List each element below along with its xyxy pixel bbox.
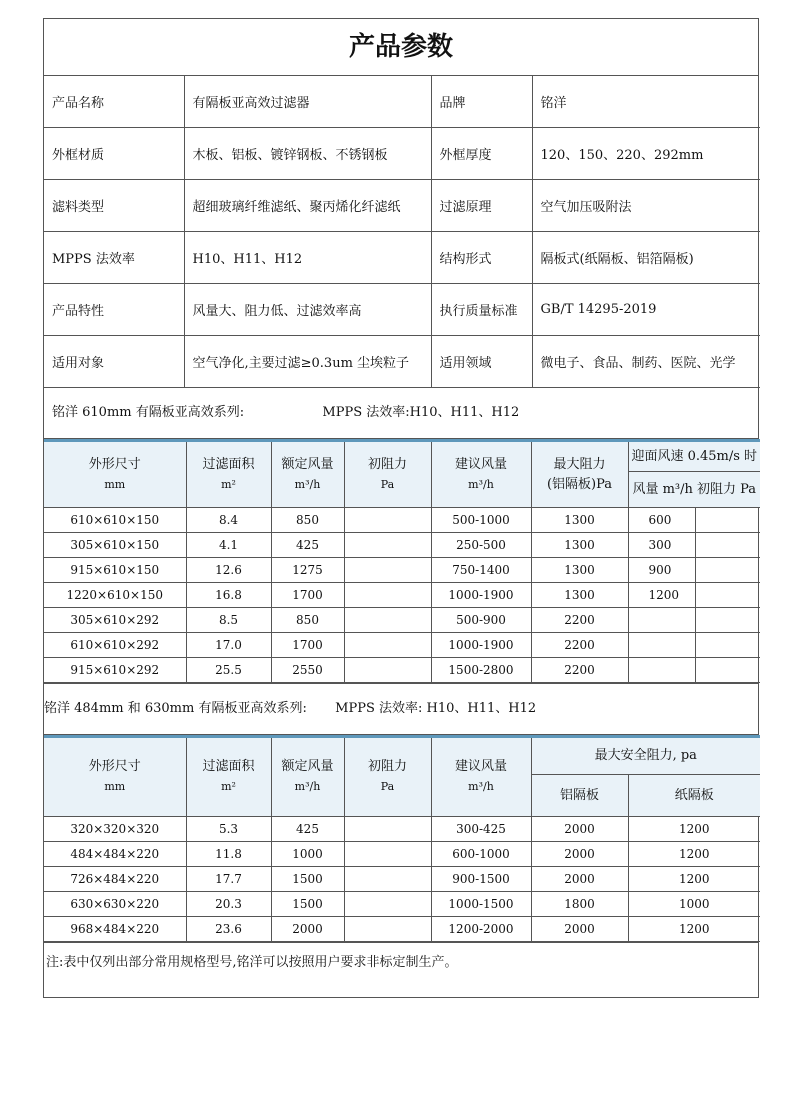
series1-efficiency: MPPS 法效率:H10、H11、H12 [322,405,520,420]
param-row [44,336,760,388]
table-cell: 610×610×292 [44,633,186,658]
param-label: 结构形式 [431,232,532,284]
table-cell: 1500 [271,867,344,892]
table-cell: 20.3 [186,892,271,917]
table-cell [695,633,760,658]
table-cell: 1000 [628,892,760,917]
col2-paper-separator: 纸隔板 [628,775,760,817]
table-cell [344,892,431,917]
table-row [44,867,760,892]
table-cell [344,558,431,583]
table-row [44,508,760,533]
param-row [44,232,760,284]
table-cell: 1300 [531,558,628,583]
table-cell: 1200 [628,917,760,942]
table-cell: 300 [628,533,695,558]
table-cell [344,633,431,658]
table-cell: 630×630×220 [44,892,186,917]
table-row [44,558,760,583]
table-cell: 1000-1900 [431,583,531,608]
table-cell: 500-900 [431,608,531,633]
table-cell: 2000 [531,917,628,942]
param-value: 隔板式(纸隔板、铝箔隔板) [532,232,760,284]
table-row [44,842,760,867]
table-cell: 1220×610×150 [44,583,186,608]
table-cell: 11.8 [186,842,271,867]
table-row [44,633,760,658]
table-cell: 5.3 [186,817,271,842]
param-row [44,76,760,128]
table-cell: 1300 [531,508,628,533]
param-label: 产品名称 [44,76,184,128]
table-cell: 1700 [271,583,344,608]
param-row [44,180,760,232]
table-cell: 2200 [531,658,628,683]
footnote: 注:表中仅列出部分常用规格型号,铭洋可以按照用户要求非标定制生产。 [44,942,758,983]
param-value: GB/T 14295-2019 [532,284,760,336]
table-cell: 1800 [531,892,628,917]
table-cell: 2000 [531,867,628,892]
table-cell: 1200 [628,867,760,892]
table-cell: 305×610×292 [44,608,186,633]
table-row [44,917,760,942]
table-row [44,608,760,633]
table-cell: 1200 [628,842,760,867]
page-title: 产品参数 [44,19,758,76]
series1-caption [44,388,758,439]
table-cell [344,658,431,683]
param-label: 适用领域 [431,336,532,388]
table-cell: 1300 [531,533,628,558]
table-cell [344,842,431,867]
table-cell: 2000 [531,842,628,867]
col2-area: 过滤面积 m² [186,737,271,817]
table-cell: 1700 [271,633,344,658]
table-cell: 850 [271,508,344,533]
series2-efficiency: MPPS 法效率: H10、H11、H12 [335,701,537,716]
series1-table [44,439,760,683]
table-cell [695,508,760,533]
table-row [44,817,760,842]
param-label: 执行质量标准 [431,284,532,336]
table-cell: 25.5 [186,658,271,683]
table-cell: 300-425 [431,817,531,842]
series2-title: 铭洋 484mm 和 630mm 有隔板亚高效系列: [44,701,307,716]
table-cell: 750-1400 [431,558,531,583]
param-value: 120、150、220、292mm [532,128,760,180]
table-cell: 1275 [271,558,344,583]
series1-title: 铭洋 610mm 有隔板亚高效系列: [52,405,245,420]
table-row [44,583,760,608]
col-area: 过滤面积 m² [186,441,271,508]
table-cell: 1000 [271,842,344,867]
param-label: 外框材质 [44,128,184,180]
param-value: 有隔板亚高效过滤器 [184,76,431,128]
series2-caption [44,683,758,735]
table-cell: 320×320×320 [44,817,186,842]
param-value: 空气加压吸附法 [532,180,760,232]
table-cell: 1200 [628,583,695,608]
param-value: 铭洋 [532,76,760,128]
table-cell [344,867,431,892]
table-cell: 900 [628,558,695,583]
table-cell: 1200 [628,817,760,842]
table-cell: 250-500 [431,533,531,558]
col2-rated-flow: 额定风量 m³/h [271,737,344,817]
table-cell [695,558,760,583]
table-cell [344,508,431,533]
param-value: H10、H11、H12 [184,232,431,284]
param-value: 超细玻璃纤维滤纸、聚丙烯化纤滤纸 [184,180,431,232]
table-row [44,658,760,683]
col-max-resistance: 最大阻力 (铝隔板)Pa [531,441,628,508]
col2-size: 外形尺寸 mm [44,737,186,817]
param-label: MPPS 法效率 [44,232,184,284]
table-cell: 1500-2800 [431,658,531,683]
table-cell: 610×610×150 [44,508,186,533]
param-label: 外框厚度 [431,128,532,180]
table-cell [344,583,431,608]
table-cell: 2550 [271,658,344,683]
col-size: 外形尺寸 mm [44,441,186,508]
product-parameter-sheet [43,18,759,998]
table-cell: 600 [628,508,695,533]
table-cell: 968×484×220 [44,917,186,942]
table-cell: 23.6 [186,917,271,942]
param-value: 微电子、食品、制药、医院、光学 [532,336,760,388]
table-cell [695,658,760,683]
table-cell [695,533,760,558]
table-cell: 500-1000 [431,508,531,533]
table-cell: 425 [271,533,344,558]
table-cell [695,608,760,633]
table-cell [628,608,695,633]
table-cell: 2200 [531,608,628,633]
table-cell: 850 [271,608,344,633]
table-cell: 2200 [531,633,628,658]
table-cell [344,608,431,633]
table-cell: 2000 [271,917,344,942]
param-label: 适用对象 [44,336,184,388]
table-cell: 484×484×220 [44,842,186,867]
table-row [44,892,760,917]
table-cell: 17.7 [186,867,271,892]
table-cell [628,658,695,683]
table-cell: 1300 [531,583,628,608]
series2-table [44,735,760,942]
table-cell: 305×610×150 [44,533,186,558]
param-value: 风量大、阻力低、过滤效率高 [184,284,431,336]
col2-suggested-flow: 建议风量 m³/h [431,737,531,817]
table-cell: 600-1000 [431,842,531,867]
table-cell: 900-1500 [431,867,531,892]
product-params-table [44,76,760,388]
param-label: 过滤原理 [431,180,532,232]
table-cell: 16.8 [186,583,271,608]
table-cell: 2000 [531,817,628,842]
table-cell: 1200-2000 [431,917,531,942]
table-row [44,533,760,558]
table-cell [344,917,431,942]
table-cell: 1000-1900 [431,633,531,658]
param-row [44,284,760,336]
table-cell [344,533,431,558]
param-label: 产品特性 [44,284,184,336]
col-rated-flow: 额定风量 m³/h [271,441,344,508]
param-label: 品牌 [431,76,532,128]
table-cell: 425 [271,817,344,842]
table-cell: 915×610×292 [44,658,186,683]
table-cell: 8.5 [186,608,271,633]
table-cell: 915×610×150 [44,558,186,583]
param-label: 滤料类型 [44,180,184,232]
col2-initial-resistance: 初阻力 Pa [344,737,431,817]
table-cell: 8.4 [186,508,271,533]
col-face-velocity: 迎面风速 0.45m/s 时 [628,441,760,472]
table-cell: 17.0 [186,633,271,658]
param-value: 木板、铝板、镀锌钢板、不锈钢板 [184,128,431,180]
col-suggested-flow: 建议风量 m³/h [431,441,531,508]
table-cell [695,583,760,608]
col-face-velocity-sub: 风量 m³/h 初阻力 Pa [628,472,760,508]
table-cell: 1500 [271,892,344,917]
param-row [44,128,760,180]
col2-max-safe-resistance: 最大安全阻力, pa [531,737,760,775]
col2-aluminum-separator: 铝隔板 [531,775,628,817]
table-cell: 1000-1500 [431,892,531,917]
table-cell: 12.6 [186,558,271,583]
col-initial-resistance: 初阻力 Pa [344,441,431,508]
table-cell [628,633,695,658]
table-cell: 4.1 [186,533,271,558]
param-value: 空气净化,主要过滤≥0.3um 尘埃粒子 [184,336,431,388]
table-cell [344,817,431,842]
table-cell: 726×484×220 [44,867,186,892]
